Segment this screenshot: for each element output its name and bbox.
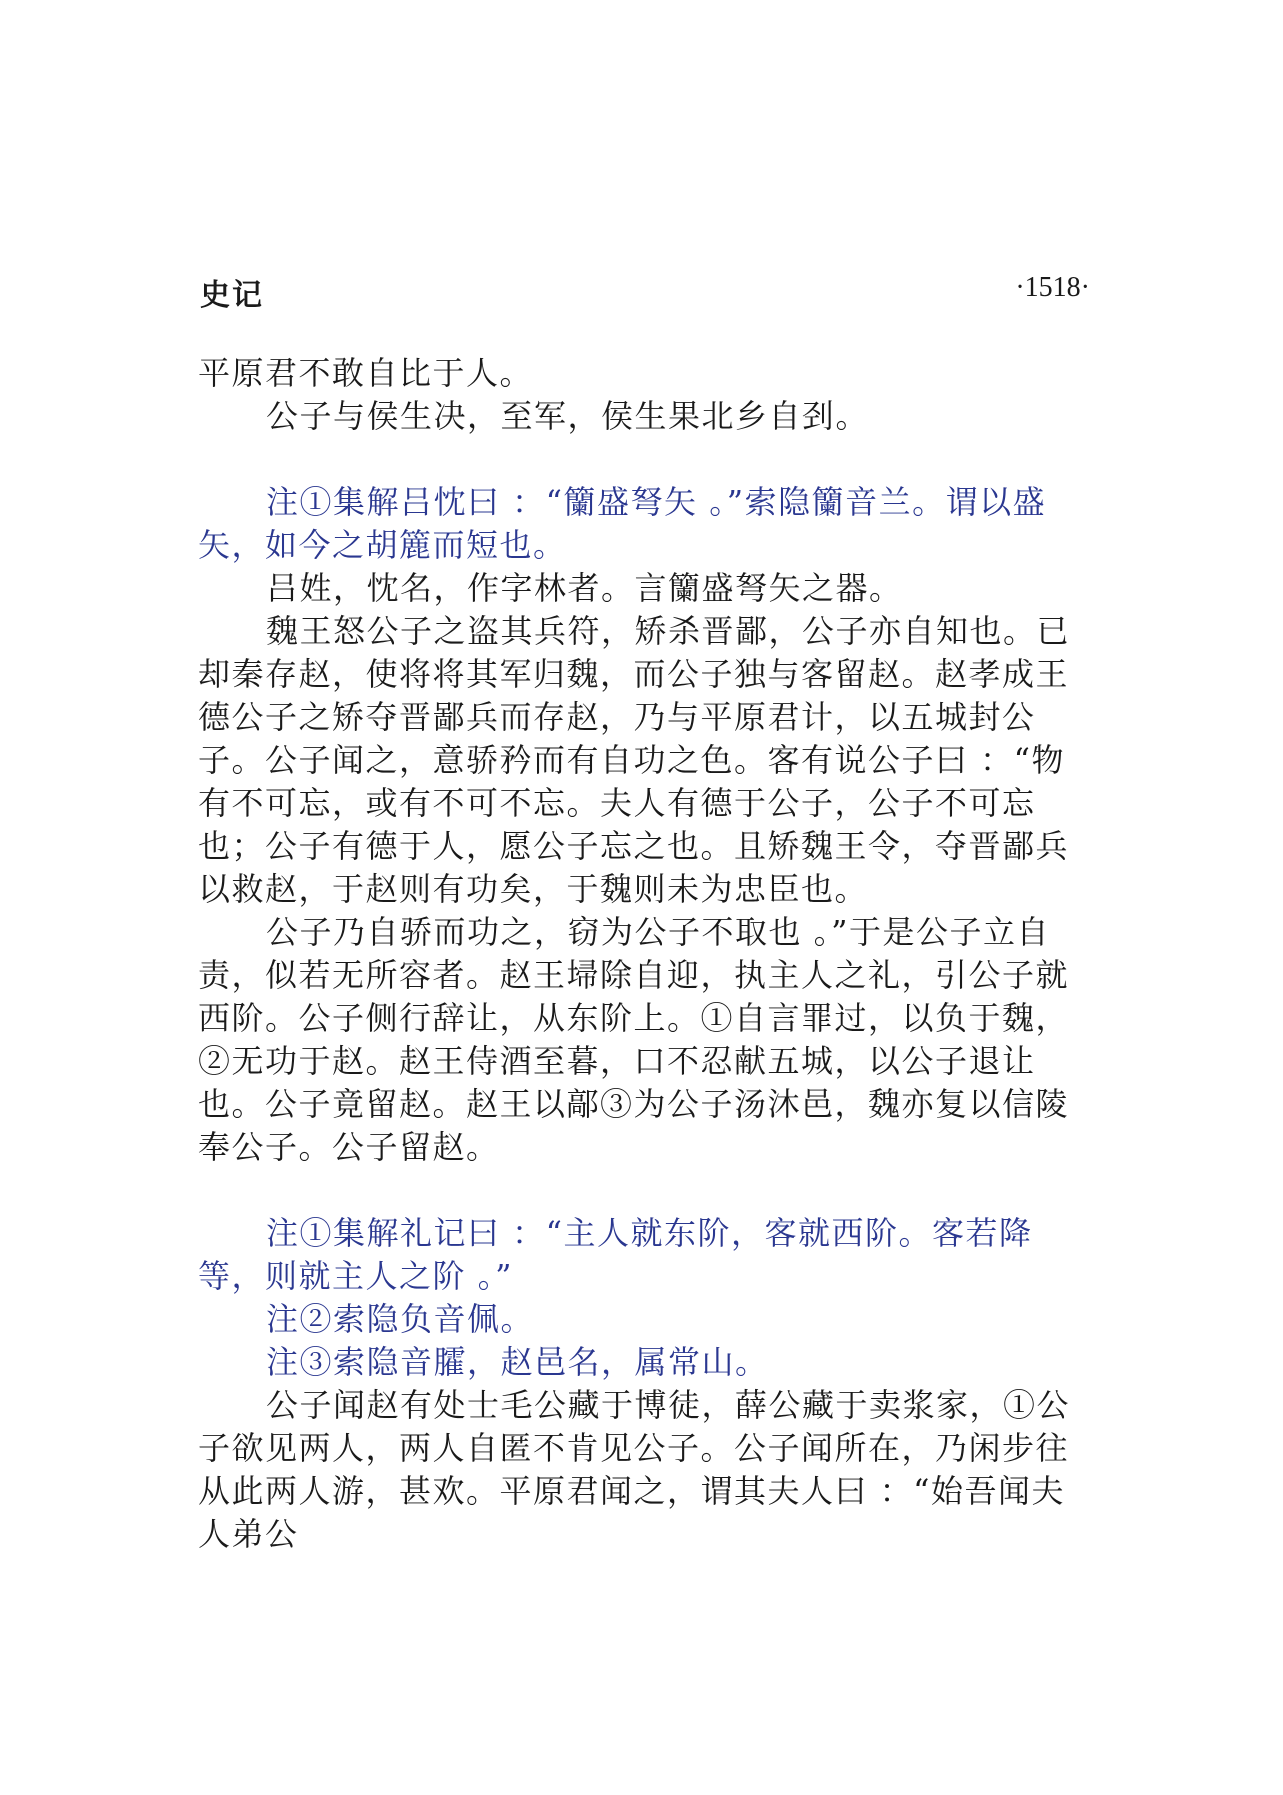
annotation-paragraph: 注①集解礼记曰 ：“主人就东阶，客就西阶。客若降等，则就主人之阶 。” xyxy=(198,1214,1033,1295)
paragraph-gap xyxy=(198,1169,1098,1212)
annotation-paragraph: 注①集解吕忱曰 ：“籣盛弩矢 。”索隐籣音兰。谓以盛矢，如今之胡簏而短也。 xyxy=(198,483,1047,564)
body-paragraph: 吕姓，忱名，作字林者。言籣盛弩矢之器。 xyxy=(266,569,903,607)
page-body xyxy=(198,352,1098,1556)
body-paragraph: 平原君不敢自比于人。 xyxy=(198,354,534,392)
body-paragraph: 魏王怒公子之盗其兵符，矫杀晋鄙，公子亦自知也。已却秦存赵，使将将其军归魏，而公子独与客留赵。赵孝成王德公子之矫夺晋鄙兵而存赵，乃与平原君计，以五城封公子。公子闻之，意骄矜而有自功之色。客有说公子曰 ：“物有不可忘，或有不可不忘。夫人有德于公子，公子不可忘也；公子有德于人，愿公子忘之也。且矫魏王令，夺晋鄙兵以救赵，于赵则有功矣，于魏则未为忠臣也。 xyxy=(198,612,1071,908)
page-number: ·1518· xyxy=(1015,272,1090,303)
annotation-paragraph: 注②索隐负音佩。 xyxy=(266,1300,535,1338)
book-title: 史记 xyxy=(200,278,264,313)
body-paragraph: 公子闻赵有处士毛公藏于博徒，薛公藏于卖浆家，①公子欲见两人，两人自匿不肯见公子。公子闻所在，乃闲步往从此两人游，甚欢。平原君闻之，谓其夫人曰 ：“始吾闻夫人弟公 xyxy=(198,1386,1071,1553)
paragraph-gap xyxy=(198,438,1098,481)
page-header xyxy=(200,270,1090,314)
body-paragraph: 公子与侯生决，至军，侯生果北乡自刭。 xyxy=(266,397,870,435)
annotation-paragraph: 注③索隐音臛，赵邑名，属常山。 xyxy=(266,1343,769,1381)
body-paragraph: 公子乃自骄而功之，窃为公子不取也 。”于是公子立自责，似若无所容者。赵王埽除自迎，执主人之礼，引公子就西阶。公子侧行辞让，从东阶上。①自言罪过，以负于魏，②无功于赵。赵王侍酒至暮，口不忍献五城，以公子退让也。公子竟留赵。赵王以鄗③为公子汤沐邑，魏亦复以信陵奉公子。公子留赵。 xyxy=(198,913,1070,1166)
